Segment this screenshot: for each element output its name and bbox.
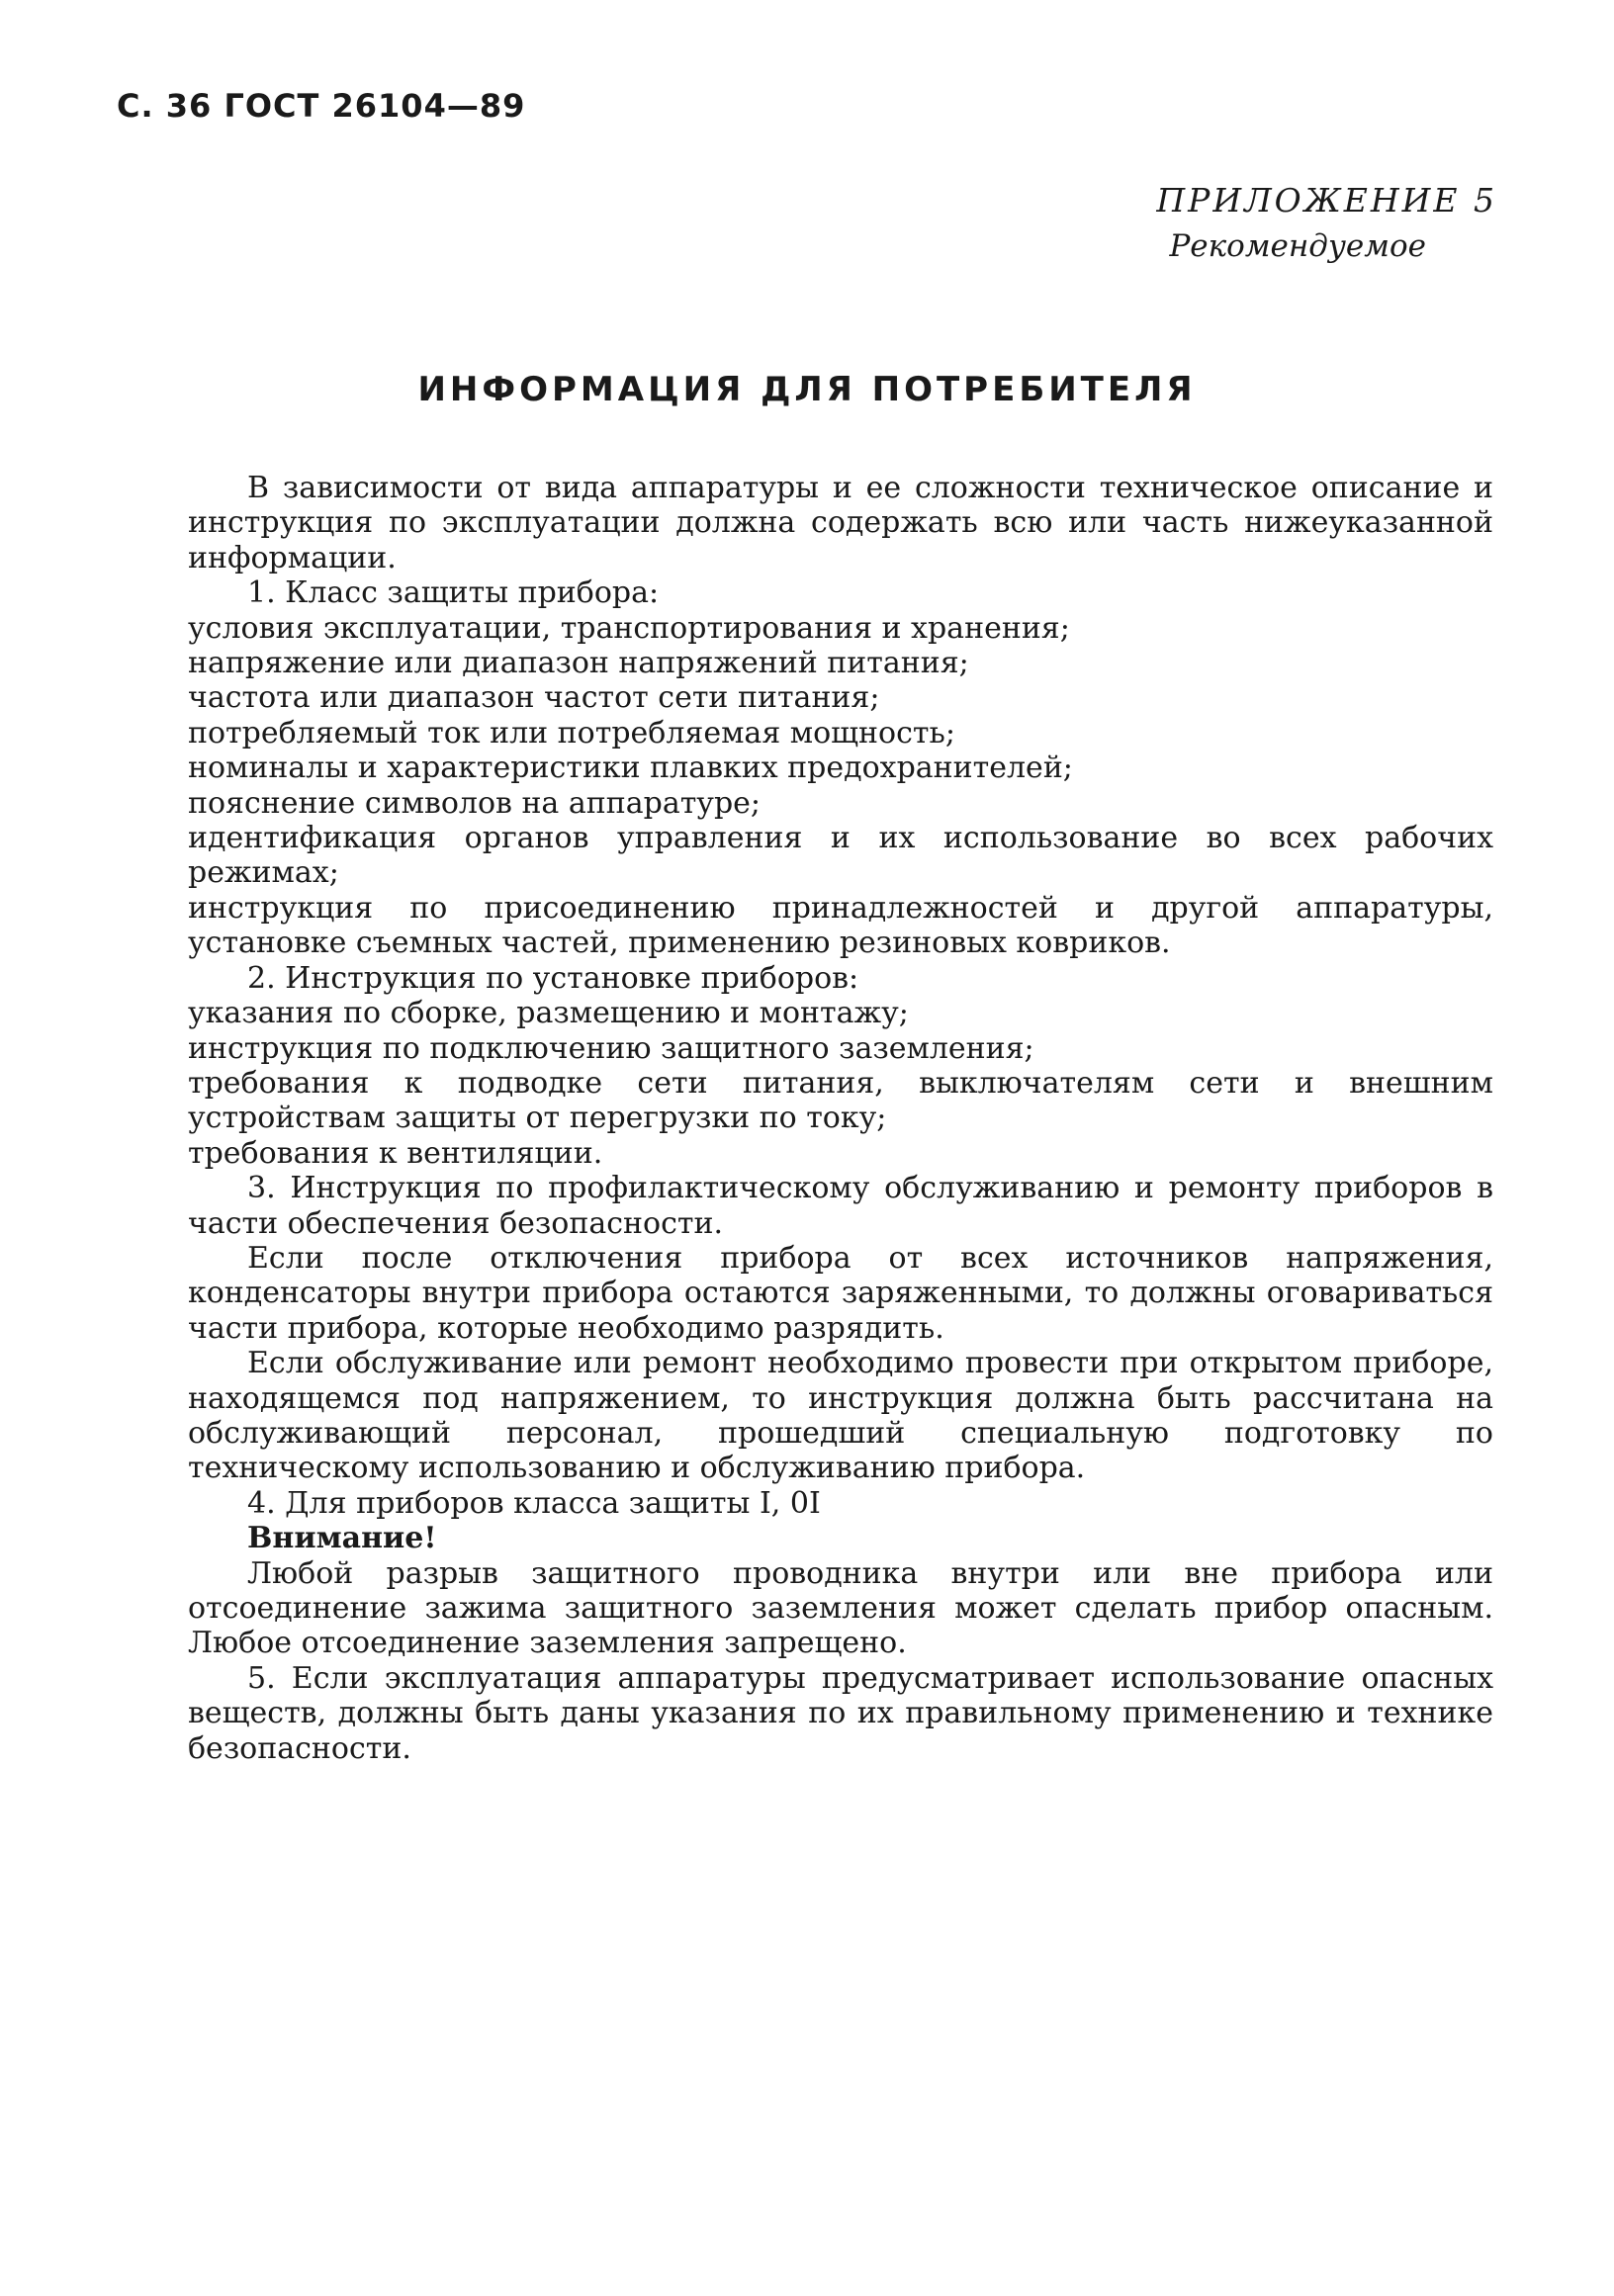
- warning-label: Внимание!: [247, 1521, 437, 1556]
- body-paragraph: Если после отключения прибора от всех источников напряжения, конденсаторы внутри прибора остаются заряженными, то должны оговариваться части прибора, которые необходимо разрядить.: [188, 1240, 1493, 1346]
- list-item: указания по сборке, размещению и монтажу;: [188, 996, 909, 1031]
- item-1-heading: 1. Класс защиты прибора:: [247, 575, 660, 611]
- appendix-subtitle: Рекомендуемое: [1169, 228, 1426, 264]
- item-5-paragraph: 5. Если эксплуатация аппаратуры предусматривает использование опасных веществ, должны быть даны указания по их правильному применению и технике безопасности.: [188, 1660, 1493, 1766]
- intro-paragraph: В зависимости от вида аппаратуры и ее сложности техническое описание и инструкция по эксплуатации должна содержать всю или часть нижеуказанной информации.: [188, 471, 1493, 575]
- warning-paragraph: Любой разрыв защитного проводника внутри или вне прибора или отсоединение зажима защитного заземления может сделать прибор опасным. Любое отсоединение заземления запрещено.: [188, 1555, 1493, 1661]
- item-3-heading: 3. Инструкция по профилактическому обслуживанию и ремонту приборов в части обеспечения безопасности.: [188, 1171, 1493, 1241]
- list-item: инструкция по присоединению принадлежностей и другой аппаратуры, установке съемных частей, применению резиновых ковриков.: [188, 890, 1493, 961]
- body-paragraph: Если обслуживание или ремонт необходимо провести при открытом приборе, находящемся под напряжением, то инструкция должна быть рассчитана на обслуживающий персонал, прошедший специальную подготовку по техническому использованию и обслуживанию прибора.: [188, 1346, 1493, 1486]
- appendix-title: ПРИЛОЖЕНИЕ 5: [1156, 181, 1497, 220]
- list-item: идентификация органов управления и их использование во всех рабочих режимах;: [188, 821, 1493, 891]
- list-item: частота или диапазон частот сети питания;: [188, 680, 880, 716]
- page-header: С. 36 ГОСТ 26104—89: [117, 87, 526, 125]
- appendix-label: [1156, 178, 1497, 269]
- list-item: инструкция по подключению защитного заземления;: [188, 1030, 1034, 1066]
- list-item: потребляемый ток или потребляемая мощность;: [188, 715, 955, 751]
- list-item: номиналы и характеристики плавких предохранителей;: [188, 751, 1073, 786]
- list-item: требования к вентиляции.: [188, 1135, 603, 1171]
- page-title: ИНФОРМАЦИЯ ДЛЯ ПОТРЕБИТЕЛЯ: [417, 370, 1197, 409]
- list-item: условия эксплуатации, транспортирования и хранения;: [188, 610, 1070, 646]
- list-item: пояснение символов на аппаратуре;: [188, 785, 762, 821]
- item-4-heading: 4. Для приборов класса защиты I, 0I: [247, 1485, 821, 1521]
- list-item: напряжение или диапазон напряжений питания;: [188, 646, 969, 681]
- list-item: требования к подводке сети питания, выключателям сети и внешним устройствам защиты от перегрузки по току;: [188, 1065, 1493, 1136]
- document-body: [188, 471, 1493, 1766]
- item-2-heading: 2. Инструкция по установке приборов:: [247, 960, 859, 996]
